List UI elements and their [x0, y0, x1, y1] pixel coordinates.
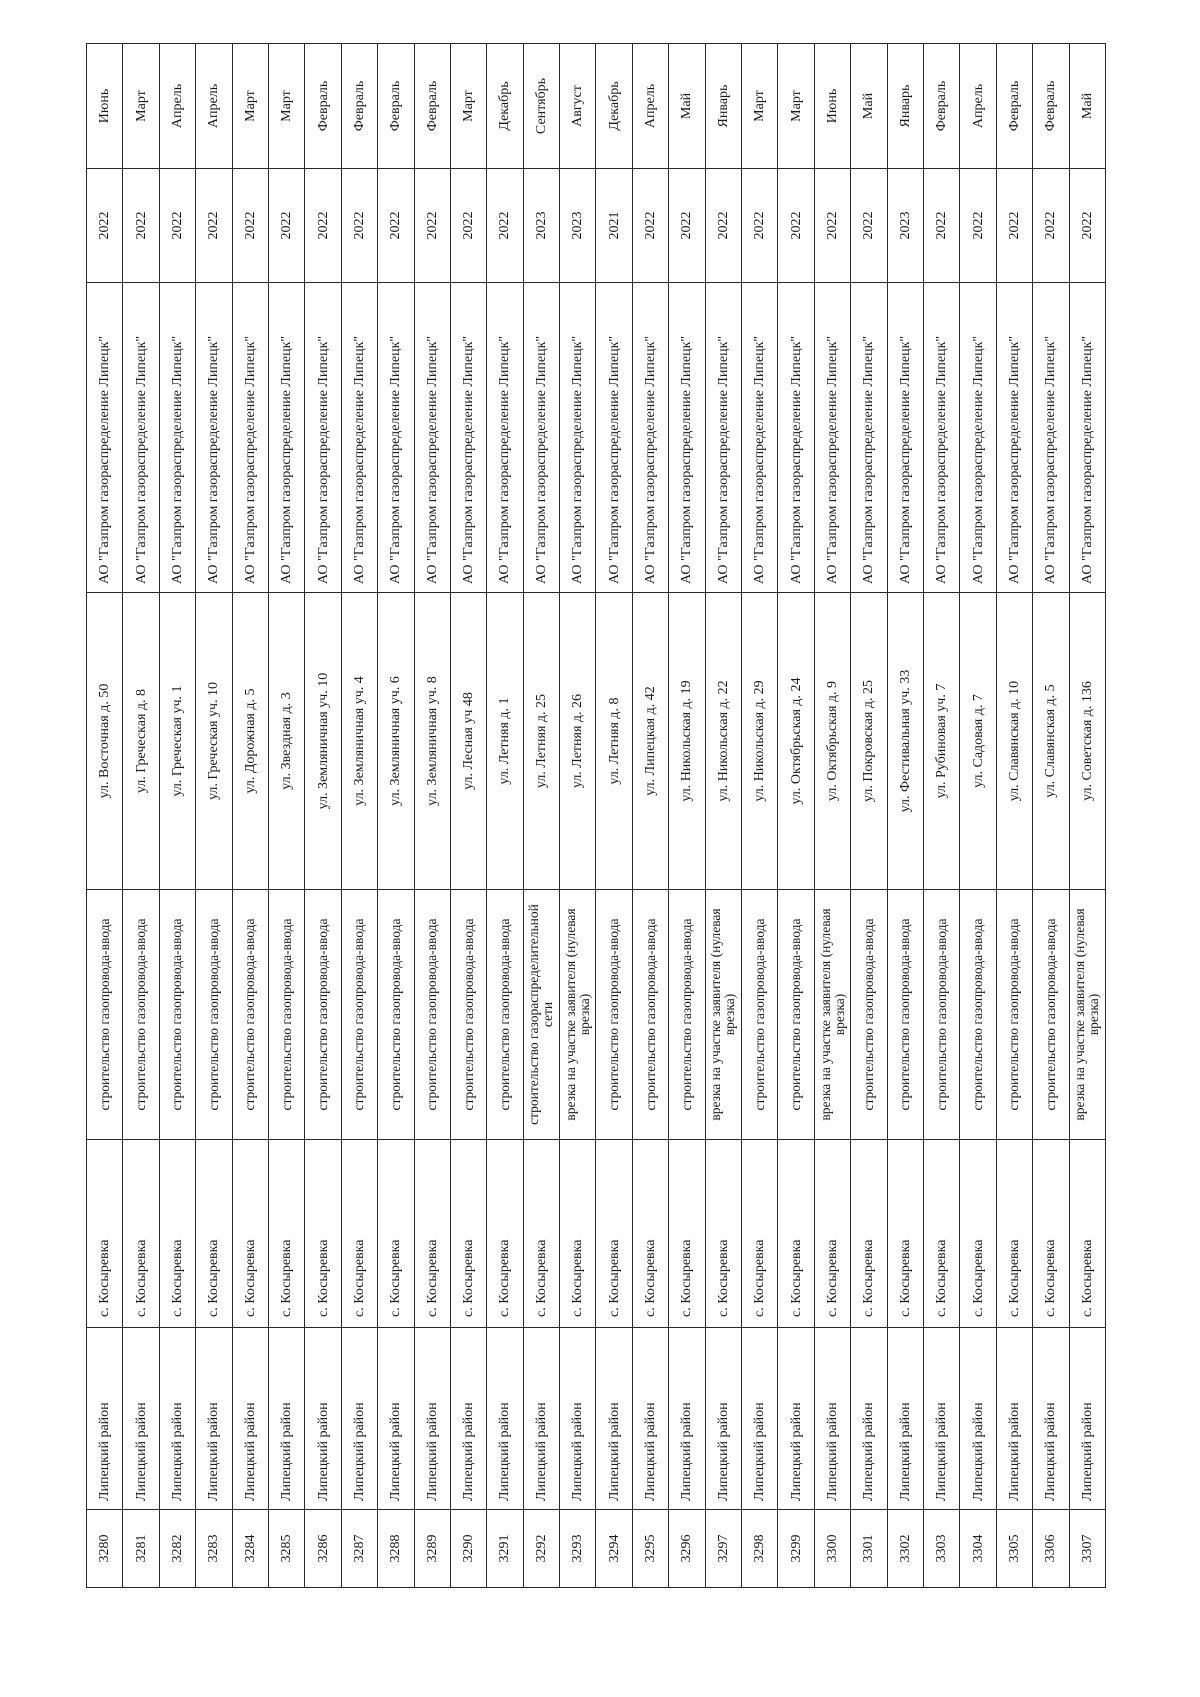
work-type-cell: строительство газопровода-ввода: [996, 890, 1032, 1140]
organization-cell: АО "Газпром газораспределение Липецк": [960, 283, 996, 593]
work-type-cell: строительство газопровода-ввода: [414, 890, 450, 1140]
month-cell: Июнь: [87, 44, 123, 169]
address-cell: ул. Восточная д. 50: [87, 593, 123, 890]
district-cell: Липецкий район: [923, 1328, 959, 1510]
locality-cell: с. Косыревка: [960, 1140, 996, 1328]
row-number: 3290: [450, 1510, 486, 1588]
organization-cell: АО "Газпром газораспределение Липецк": [742, 283, 778, 593]
table-row: [523, 44, 559, 1588]
work-type-cell: строительство газопровода-ввода: [596, 890, 632, 1140]
address-cell: ул. Рубиновая уч. 7: [923, 593, 959, 890]
locality-cell: с. Косыревка: [887, 1140, 923, 1328]
district-cell: Липецкий район: [450, 1328, 486, 1510]
locality-cell: с. Косыревка: [341, 1140, 377, 1328]
month-cell: Февраль: [305, 44, 341, 169]
locality-cell: с. Косыревка: [123, 1140, 159, 1328]
year-cell: 2022: [742, 169, 778, 283]
year-cell: 2022: [196, 169, 232, 283]
row-number: 3299: [778, 1510, 814, 1588]
year-cell: 2022: [1069, 169, 1105, 283]
locality-cell: с. Косыревка: [414, 1140, 450, 1328]
row-number: 3291: [487, 1510, 523, 1588]
row-number: 3286: [305, 1510, 341, 1588]
row-number: 3296: [669, 1510, 705, 1588]
work-type-cell: строительство газопровода-ввода: [268, 890, 304, 1140]
locality-cell: с. Косыревка: [705, 1140, 741, 1328]
table-row: [851, 44, 887, 1588]
table-row: [123, 44, 159, 1588]
organization-cell: АО "Газпром газораспределение Липецк": [705, 283, 741, 593]
address-cell: ул. Греческая уч. 10: [196, 593, 232, 890]
row-number: 3280: [87, 1510, 123, 1588]
locality-cell: с. Косыревка: [560, 1140, 596, 1328]
table-row: [232, 44, 268, 1588]
month-cell: Май: [851, 44, 887, 169]
locality-cell: с. Косыревка: [996, 1140, 1032, 1328]
year-cell: 2022: [851, 169, 887, 283]
work-type-cell: строительство газопровода-ввода: [960, 890, 996, 1140]
month-cell: Август: [560, 44, 596, 169]
table-row: [560, 44, 596, 1588]
district-cell: Липецкий район: [87, 1328, 123, 1510]
month-cell: Февраль: [1033, 44, 1069, 169]
district-cell: Липецкий район: [1033, 1328, 1069, 1510]
locality-cell: с. Косыревка: [1069, 1140, 1105, 1328]
year-cell: 2022: [632, 169, 668, 283]
district-cell: Липецкий район: [596, 1328, 632, 1510]
work-type-cell: строительство газораспределительной сети: [523, 890, 559, 1140]
row-number: 3298: [742, 1510, 778, 1588]
work-type-cell: строительство газопровода-ввода: [196, 890, 232, 1140]
table-row: [414, 44, 450, 1588]
address-cell: ул. Октябрьская д. 9: [814, 593, 850, 890]
address-cell: ул. Садовая д. 7: [960, 593, 996, 890]
table-row: [814, 44, 850, 1588]
locality-cell: с. Косыревка: [778, 1140, 814, 1328]
address-cell: ул. Земляничная уч. 10: [305, 593, 341, 890]
year-cell: 2023: [887, 169, 923, 283]
row-number: 3304: [960, 1510, 996, 1588]
row-number: 3307: [1069, 1510, 1105, 1588]
address-cell: ул. Дорожная д. 5: [232, 593, 268, 890]
table-row: [341, 44, 377, 1588]
work-type-cell: строительство газопровода-ввода: [632, 890, 668, 1140]
month-cell: Декабрь: [487, 44, 523, 169]
organization-cell: АО "Газпром газораспределение Липецк": [851, 283, 887, 593]
address-cell: ул. Никольская д. 19: [669, 593, 705, 890]
district-cell: Липецкий район: [268, 1328, 304, 1510]
organization-cell: АО "Газпром газораспределение Липецк": [450, 283, 486, 593]
district-cell: Липецкий район: [814, 1328, 850, 1510]
month-cell: Июнь: [814, 44, 850, 169]
month-cell: Март: [742, 44, 778, 169]
year-cell: 2022: [159, 169, 195, 283]
row-number: 3293: [560, 1510, 596, 1588]
table-row: [196, 44, 232, 1588]
year-cell: 2022: [305, 169, 341, 283]
district-cell: Липецкий район: [159, 1328, 195, 1510]
year-cell: 2022: [923, 169, 959, 283]
organization-cell: АО "Газпром газораспределение Липецк": [778, 283, 814, 593]
organization-cell: АО "Газпром газораспределение Липецк": [596, 283, 632, 593]
row-number: 3282: [159, 1510, 195, 1588]
table-row: [487, 44, 523, 1588]
table-row: [669, 44, 705, 1588]
district-cell: Липецкий район: [1069, 1328, 1105, 1510]
year-cell: 2022: [123, 169, 159, 283]
organization-cell: АО "Газпром газораспределение Липецк": [414, 283, 450, 593]
address-cell: ул. Земляничная уч. 8: [414, 593, 450, 890]
district-cell: Липецкий район: [778, 1328, 814, 1510]
year-cell: 2022: [450, 169, 486, 283]
work-type-cell: строительство газопровода-ввода: [378, 890, 414, 1140]
table-row: [887, 44, 923, 1588]
table-row: [268, 44, 304, 1588]
district-cell: Липецкий район: [705, 1328, 741, 1510]
locality-cell: с. Косыревка: [669, 1140, 705, 1328]
row-number: 3300: [814, 1510, 850, 1588]
district-cell: Липецкий район: [232, 1328, 268, 1510]
address-cell: ул. Летняя д. 25: [523, 593, 559, 890]
locality-cell: с. Косыревка: [596, 1140, 632, 1328]
row-number: 3297: [705, 1510, 741, 1588]
table-row: [705, 44, 741, 1588]
table-row: [923, 44, 959, 1588]
table-row: [87, 44, 123, 1588]
work-type-cell: строительство газопровода-ввода: [450, 890, 486, 1140]
organization-cell: АО "Газпром газораспределение Липецк": [669, 283, 705, 593]
district-cell: Липецкий район: [887, 1328, 923, 1510]
row-number: 3302: [887, 1510, 923, 1588]
year-cell: 2022: [1033, 169, 1069, 283]
year-cell: 2023: [523, 169, 559, 283]
year-cell: 2022: [378, 169, 414, 283]
locality-cell: с. Косыревка: [196, 1140, 232, 1328]
table-row: [632, 44, 668, 1588]
work-type-cell: строительство газопровода-ввода: [232, 890, 268, 1140]
address-cell: ул. Земляничная уч. 6: [378, 593, 414, 890]
row-number: 3288: [378, 1510, 414, 1588]
locality-cell: с. Косыревка: [923, 1140, 959, 1328]
organization-cell: АО "Газпром газораспределение Липецк": [523, 283, 559, 593]
year-cell: 2022: [996, 169, 1032, 283]
district-cell: Липецкий район: [341, 1328, 377, 1510]
address-cell: ул. Октябрьская д. 24: [778, 593, 814, 890]
month-cell: Май: [1069, 44, 1105, 169]
locality-cell: с. Косыревка: [487, 1140, 523, 1328]
table-body: [87, 44, 1106, 1588]
work-type-cell: строительство газопровода-ввода: [159, 890, 195, 1140]
month-cell: Март: [268, 44, 304, 169]
month-cell: Май: [669, 44, 705, 169]
address-cell: ул. Советская д. 136: [1069, 593, 1105, 890]
month-cell: Март: [123, 44, 159, 169]
address-cell: ул. Земляничная уч. 4: [341, 593, 377, 890]
year-cell: 2022: [705, 169, 741, 283]
month-cell: Март: [778, 44, 814, 169]
organization-cell: АО "Газпром газораспределение Липецк": [268, 283, 304, 593]
address-cell: ул. Летняя д. 26: [560, 593, 596, 890]
work-type-cell: строительство газопровода-ввода: [123, 890, 159, 1140]
month-cell: Апрель: [960, 44, 996, 169]
locality-cell: с. Косыревка: [232, 1140, 268, 1328]
row-number: 3284: [232, 1510, 268, 1588]
organization-cell: АО "Газпром газораспределение Липецк": [1069, 283, 1105, 593]
row-number: 3283: [196, 1510, 232, 1588]
month-cell: Февраль: [996, 44, 1032, 169]
table-row: [960, 44, 996, 1588]
work-type-cell: врезка на участке заявителя (нулевая врезка): [814, 890, 850, 1140]
work-type-cell: строительство газопровода-ввода: [487, 890, 523, 1140]
address-cell: ул. Фестивальная уч. 33: [887, 593, 923, 890]
organization-cell: АО "Газпром газораспределение Липецк": [487, 283, 523, 593]
work-type-cell: врезка на участке заявителя (нулевая врезка): [1069, 890, 1105, 1140]
district-cell: Липецкий район: [487, 1328, 523, 1510]
locality-cell: с. Косыревка: [523, 1140, 559, 1328]
work-type-cell: строительство газопровода-ввода: [851, 890, 887, 1140]
address-cell: ул. Летняя д. 1: [487, 593, 523, 890]
work-type-cell: строительство газопровода-ввода: [305, 890, 341, 1140]
work-type-cell: строительство газопровода-ввода: [669, 890, 705, 1140]
organization-cell: АО "Газпром газораспределение Липецк": [305, 283, 341, 593]
district-cell: Липецкий район: [560, 1328, 596, 1510]
locality-cell: с. Косыревка: [305, 1140, 341, 1328]
work-type-cell: врезка на участке заявителя (нулевая врезка): [560, 890, 596, 1140]
month-cell: Февраль: [341, 44, 377, 169]
table-row: [1069, 44, 1105, 1588]
year-cell: 2022: [960, 169, 996, 283]
address-cell: ул. Липецкая д. 42: [632, 593, 668, 890]
work-type-cell: строительство газопровода-ввода: [887, 890, 923, 1140]
row-number: 3289: [414, 1510, 450, 1588]
locality-cell: с. Косыревка: [87, 1140, 123, 1328]
table-row: [742, 44, 778, 1588]
organization-cell: АО "Газпром газораспределение Липецк": [232, 283, 268, 593]
table-row: [305, 44, 341, 1588]
row-number: 3306: [1033, 1510, 1069, 1588]
district-cell: Липецкий район: [960, 1328, 996, 1510]
year-cell: 2022: [341, 169, 377, 283]
address-cell: ул. Славянская д. 5: [1033, 593, 1069, 890]
organization-cell: АО "Газпром газораспределение Липецк": [996, 283, 1032, 593]
row-number: 3281: [123, 1510, 159, 1588]
gasification-table: [86, 43, 1106, 1588]
work-type-cell: строительство газопровода-ввода: [341, 890, 377, 1140]
organization-cell: АО "Газпром газораспределение Липецк": [923, 283, 959, 593]
locality-cell: с. Косыревка: [378, 1140, 414, 1328]
month-cell: Апрель: [159, 44, 195, 169]
year-cell: 2021: [596, 169, 632, 283]
row-number: 3292: [523, 1510, 559, 1588]
organization-cell: АО "Газпром газораспределение Липецк": [560, 283, 596, 593]
year-cell: 2022: [778, 169, 814, 283]
table-row: [159, 44, 195, 1588]
address-cell: ул. Греческая уч. 1: [159, 593, 195, 890]
locality-cell: с. Косыревка: [159, 1140, 195, 1328]
table-row: [378, 44, 414, 1588]
month-cell: Сентябрь: [523, 44, 559, 169]
table-row: [450, 44, 486, 1588]
district-cell: Липецкий район: [632, 1328, 668, 1510]
locality-cell: с. Косыревка: [742, 1140, 778, 1328]
year-cell: 2023: [560, 169, 596, 283]
year-cell: 2022: [669, 169, 705, 283]
address-cell: ул. Покровская д. 25: [851, 593, 887, 890]
organization-cell: АО "Газпром газораспределение Липецк": [196, 283, 232, 593]
district-cell: Липецкий район: [123, 1328, 159, 1510]
work-type-cell: строительство газопровода-ввода: [87, 890, 123, 1140]
year-cell: 2022: [87, 169, 123, 283]
row-number: 3305: [996, 1510, 1032, 1588]
district-cell: Липецкий район: [196, 1328, 232, 1510]
address-cell: ул. Греческая д. 8: [123, 593, 159, 890]
district-cell: Липецкий район: [414, 1328, 450, 1510]
row-number: 3294: [596, 1510, 632, 1588]
organization-cell: АО "Газпром газораспределение Липецк": [123, 283, 159, 593]
year-cell: 2022: [814, 169, 850, 283]
row-number: 3301: [851, 1510, 887, 1588]
address-cell: ул. Звездная д. 3: [268, 593, 304, 890]
district-cell: Липецкий район: [305, 1328, 341, 1510]
table-row: [996, 44, 1032, 1588]
month-cell: Февраль: [378, 44, 414, 169]
table-row: [778, 44, 814, 1588]
locality-cell: с. Косыревка: [450, 1140, 486, 1328]
district-cell: Липецкий район: [523, 1328, 559, 1510]
organization-cell: АО "Газпром газораспределение Липецк": [887, 283, 923, 593]
month-cell: Декабрь: [596, 44, 632, 169]
month-cell: Февраль: [414, 44, 450, 169]
district-cell: Липецкий район: [742, 1328, 778, 1510]
row-number: 3295: [632, 1510, 668, 1588]
year-cell: 2022: [487, 169, 523, 283]
month-cell: Март: [450, 44, 486, 169]
organization-cell: АО "Газпром газораспределение Липецк": [632, 283, 668, 593]
row-number: 3285: [268, 1510, 304, 1588]
district-cell: Липецкий район: [851, 1328, 887, 1510]
district-cell: Липецкий район: [378, 1328, 414, 1510]
row-number: 3303: [923, 1510, 959, 1588]
month-cell: Январь: [887, 44, 923, 169]
table-row: [1033, 44, 1069, 1588]
row-number: 3287: [341, 1510, 377, 1588]
address-cell: ул. Никольская д. 22: [705, 593, 741, 890]
organization-cell: АО "Газпром газораспределение Липецк": [87, 283, 123, 593]
organization-cell: АО "Газпром газораспределение Липецк": [341, 283, 377, 593]
month-cell: Февраль: [923, 44, 959, 169]
work-type-cell: строительство газопровода-ввода: [742, 890, 778, 1140]
work-type-cell: строительство газопровода-ввода: [778, 890, 814, 1140]
address-cell: ул. Славянская д. 10: [996, 593, 1032, 890]
work-type-cell: строительство газопровода-ввода: [1033, 890, 1069, 1140]
month-cell: Апрель: [632, 44, 668, 169]
table-row: [596, 44, 632, 1588]
month-cell: Март: [232, 44, 268, 169]
locality-cell: с. Косыревка: [851, 1140, 887, 1328]
organization-cell: АО "Газпром газораспределение Липецк": [814, 283, 850, 593]
address-cell: ул. Летняя д. 8: [596, 593, 632, 890]
address-cell: ул. Никольская д. 29: [742, 593, 778, 890]
work-type-cell: врезка на участке заявителя (нулевая врезка): [705, 890, 741, 1140]
locality-cell: с. Косыревка: [1033, 1140, 1069, 1328]
organization-cell: АО "Газпром газораспределение Липецк": [1033, 283, 1069, 593]
month-cell: Январь: [705, 44, 741, 169]
district-cell: Липецкий район: [996, 1328, 1032, 1510]
district-cell: Липецкий район: [669, 1328, 705, 1510]
locality-cell: с. Косыревка: [268, 1140, 304, 1328]
organization-cell: АО "Газпром газораспределение Липецк": [159, 283, 195, 593]
work-type-cell: строительство газопровода-ввода: [923, 890, 959, 1140]
month-cell: Апрель: [196, 44, 232, 169]
locality-cell: с. Косыревка: [632, 1140, 668, 1328]
organization-cell: АО "Газпром газораспределение Липецк": [378, 283, 414, 593]
locality-cell: с. Косыревка: [814, 1140, 850, 1328]
year-cell: 2022: [414, 169, 450, 283]
year-cell: 2022: [268, 169, 304, 283]
year-cell: 2022: [232, 169, 268, 283]
address-cell: ул. Лесная уч 48: [450, 593, 486, 890]
